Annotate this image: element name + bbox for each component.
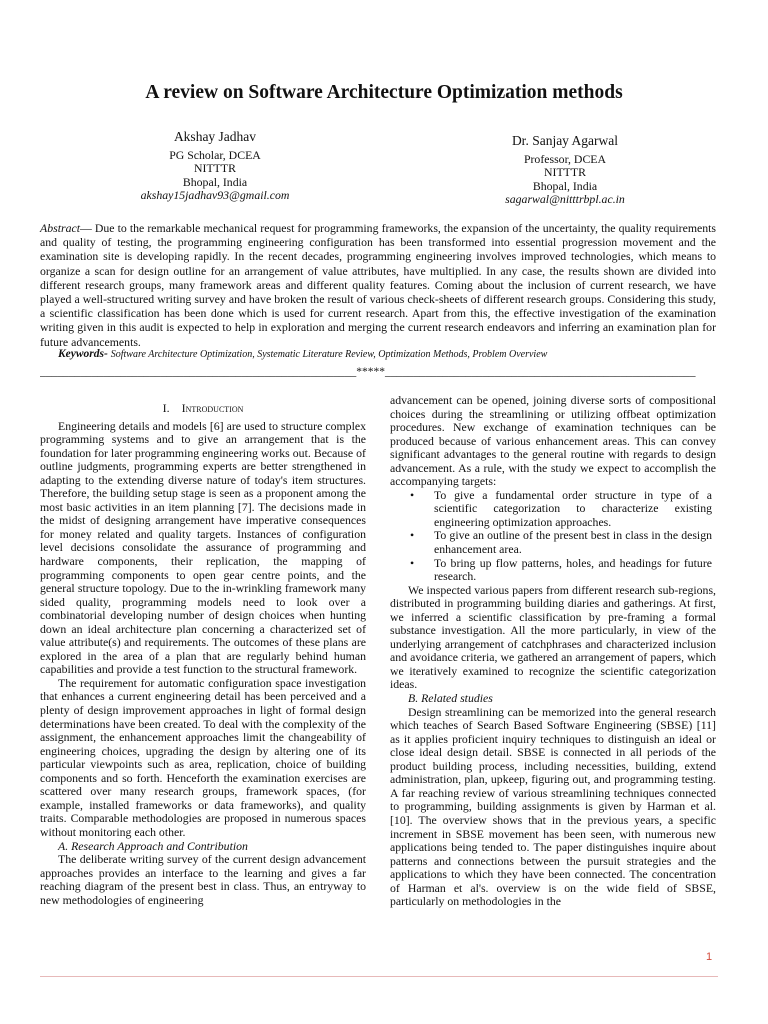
subsection-heading-related-studies: B. Related studies [408,691,493,706]
list-item: • To bring up flow patterns, holes, and headings for future research. [410,555,712,584]
abstract [40,221,716,349]
body-paragraph: Engineering details and models [6] are used to structure complex programming systems and to give an arrangement that is the foundation for later programming engineering works out. Because of outline judgments, programming experts are better strengthened in adapting to the extending diverse nature of today's item structures. Therefore, the building setup stage is seen as a proponent among the most basic activities in an item planning [7]. The decisions made in the midst of designing arrangement have imperative consequences for money related and quality targets. Instances of configuration level decisions consolidate the assurance of programming and hardware components, their replication, the mapping of programming components to open gear centre points, and the general structure topology. Due to the in-wrinkling framework many sided quality, programming models need to look over a combinatorial developing number of design choices when hunting down an ideal architecture plan concerning a characterized set of value attribute(s) and requirements. The outcomes of these plans are explored in the area of a plan that are regularly behind human capabilities and provide a test function to the structural framework. [40,418,366,677]
abstract-label: Abstract [40,221,80,235]
section-number: I. [162,401,170,415]
author-name: Dr. Sanjay Agarwal [511,133,619,148]
abstract-text: Due to the remarkable mechanical request for programming frameworks, the expansion of the uncertainty, the quality requirements and quality of testing, the programming engineering configuration has been transformed into essential progression movement and the examination site is developing rapidly. In the recent decades, programming engineering involves improved technologies, which means to organize a scan for design outline for an arrangement of value attributes, have multiplied. In any case, the results shown are divided into different research groups, many framework areas and different quality features. Coming about the inclusion of current research, we have played a well-structured writing survey and have broken the result of various check-sheets of different research groups. Considering this study, a scientific classification has been done which is used for current research. Apart from this, the effective investigation of the examination writing given in this audit is expected to help in exploration and merging the current research endeavors and inferring an examination plan for future advancements. [40,221,716,349]
bullet-icon: • [410,555,415,570]
author-city: Bhopal, India [532,178,598,193]
author-role: Professor, DCEA [523,152,607,167]
author-block-1 [100,130,330,202]
body-paragraph: The deliberate writing survey of the current design advancement approaches provides an interface to the learning and gives a far reaching diagram of the present best in class. Thus, an entryway to new methodologies of engineering [40,852,366,907]
paper-title: A review on Software Architecture Optimization methods [145,82,623,103]
section-heading-introduction [40,402,366,416]
author-city: Bhopal, India [182,174,248,189]
left-column [40,396,366,907]
section-title: Introduction [181,401,244,415]
footer-rule [40,976,718,977]
author-block-2 [450,134,680,206]
author-email: sagarwal@nitttrbpl.ac.in [505,191,625,206]
author-role: PG Scholar, DCEA [169,148,261,163]
body-paragraph: The requirement for automatic configuration space investigation that enhances a current engineering detail has been perceived and a plenty of design improvement approaches in light of formal design determinations have been created. To deal with the complexity of the assignment, the enhancement approaches limit the changeability of engineering choices, upgrading the design by altering one of its particular viewpoints such as area, replication, choice of building components and so forth. Henceforth the examination exercises are scattered over many research groups, framework spaces, (for example, installed frameworks or data frameworks), and quality traits. Comparable methodologies are proposed in numerous spaces without monitoring each other. [40,675,366,839]
list-item: • To give an outline of the present best in class in the design enhancement area. [410,528,712,557]
author-email: akshay15jadhav93@gmail.com [140,187,290,202]
keywords [58,347,718,362]
body-paragraph: We inspected various papers from different research sub-regions, distributed in programming building diaries and gatherings. At first, we inferred a scientific classification by pre-framing a formal substance investigation. All the more particularly, in view of the underlying arrangement of catchphrases and characterized inclusion and avoidance criteria, we gathered an arrangement of papers, which we iteratively examined to recognize the scientific categorization ideas. [390,582,716,692]
abstract-dash: — [79,221,95,235]
body-paragraph: Design streamlining can be memorized into the general research which teaches of Search Based Software Engineering (SBSE) [11] as it applies proficient inquiry techniques to distinguish an ideal or close ideal design detail. SBSE is connected in all periods of the product building process, including necessities, building, extend administration, plan, upkeep, figuring out, and programming testing. A far reaching review of various streamlining techniques connected to programming, building assignments is given by Harman et al. [10]. The overview shows that in the previous years, a specific increment in SBSE movement has been seen, with numerous new applications being tended to. The paper distinguishes inquire about patterns and connections between the pursuit strategies and the applications to which they have been connected. The concentration of Harman et al's. overview is on the wide field of SBSE, particularly on methodologies in the [390,704,716,909]
author-name: Akshay Jadhav [173,129,257,144]
right-column [390,394,716,909]
bullet-icon: • [410,487,415,502]
author-institute: NITTTR [194,161,236,176]
section-separator: _______________________________________________________*****______________________________________________________ [40,366,696,378]
subsection-heading-research-approach: A. Research Approach and Contribution [58,838,248,853]
keywords-text: Software Architecture Optimization, Systematic Literature Review, Optimization Methods, Problem Overview [110,349,548,360]
keywords-label: Keywords- [58,348,108,360]
page-number: 1 [706,951,713,963]
body-paragraph: advancement can be opened, joining diverse sorts of compositional choices during the streamlining or utilizing offbeat optimization procedures. New exchange of examination techniques can be produced because of various enhancement areas. This can convey significant advantages to the general routine with regards to design advancement. As a rule, with the study we expect to accomplish the accompanying targets: [390,393,716,489]
objectives-list [390,489,716,584]
bullet-icon: • [410,528,415,543]
author-institute: NITTTR [544,165,586,180]
list-item: • To give a fundamental order structure in type of a scientific categorization to characterize existing engineering optimization approaches. [410,487,712,529]
